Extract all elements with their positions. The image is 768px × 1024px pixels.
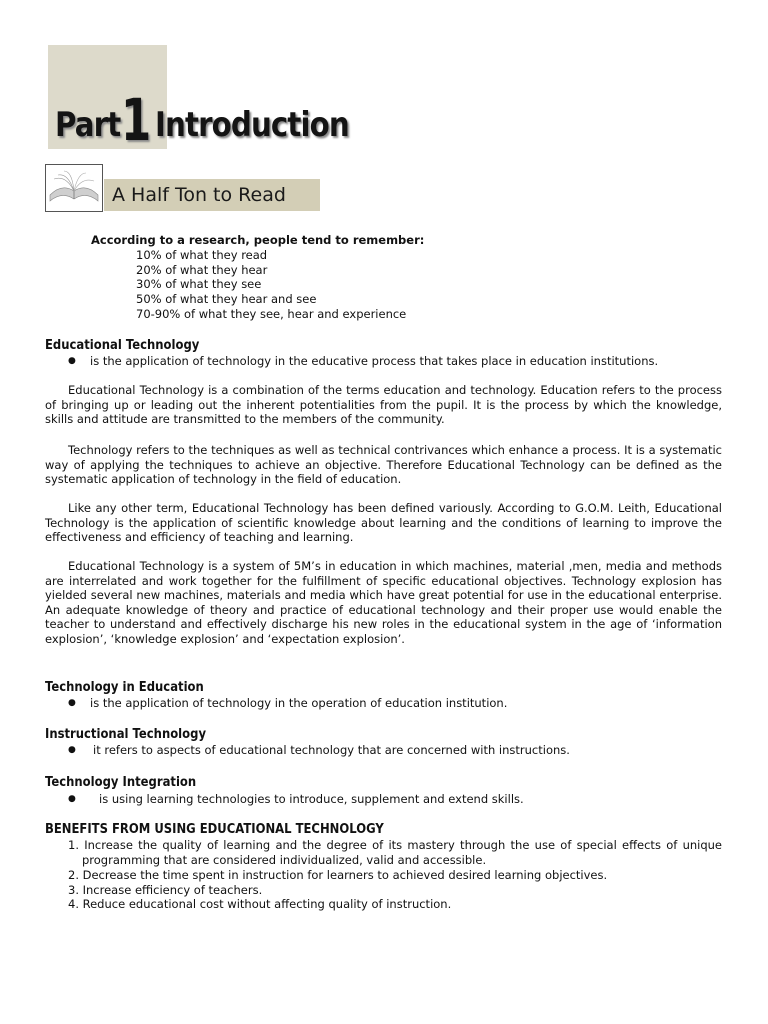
numbered-item-text: 1. Increase the quality of learning and the degree of its mastery through the use of special effects of unique programming that are considered individualized, valid and accessible.: [68, 838, 722, 867]
section-heading-technology-integration: Technology Integration: [45, 774, 197, 790]
research-item: 10% of what they read: [136, 248, 268, 262]
bullet-icon: ●: [68, 356, 76, 366]
bullet-icon: ●: [68, 745, 76, 755]
numbered-item: 2. Decrease the time spent in instruction for learners to achieved desired learning objectives.: [68, 868, 608, 882]
banner-title: A Half Ton to Read: [112, 184, 286, 206]
research-item: 70-90% of what they see, hear and experience: [136, 307, 407, 321]
numbered-item: 3. Increase efficiency of teachers.: [68, 883, 263, 897]
numbered-item: 4. Reduce educational cost without affecting quality of instruction.: [68, 897, 452, 911]
part-label: Part: [55, 105, 121, 145]
paragraph: Educational Technology is a system of 5M’s in education in which machines, material ,men, media and methods are interrelated and work together for the fulfillment of specific educational objectives. Technology explosion has yielded several new machines, materials and media which have great potential for use in the educational enterprise. An adequate knowledge of theory and practice of educational technology and their proper use would enable the teacher to understand and effectively discharge his new roles in the educational system in the age of ‘information explosion’, ‘knowledge explosion’ and ‘expectation explosion’.: [45, 559, 722, 646]
paragraph: Like any other term, Educational Technology has been defined variously. According to G.O.M. Leith, Educational Technology is the application of scientific knowledge about learning and the conditions of learning to improve the effectiveness and efficiency of teaching and learning.: [45, 501, 722, 545]
title-label: Introduction: [155, 105, 350, 145]
numbered-item: [68, 838, 722, 867]
bullet-icon: ●: [68, 794, 76, 804]
section-heading-technology-in-education: Technology in Education: [45, 679, 204, 695]
research-heading: According to a research, people tend to remember:: [91, 233, 425, 247]
section-heading-educational-technology: Educational Technology: [45, 337, 200, 353]
bullet-text: it refers to aspects of educational technology that are concerned with instructions.: [93, 743, 570, 757]
section-heading-instructional-technology: Instructional Technology: [45, 726, 207, 742]
bullet-text: is using learning technologies to introduce, supplement and extend skills.: [99, 792, 524, 806]
paragraph: Technology refers to the techniques as well as technical contrivances which enhance a process. It is a systematic way of applying the techniques to achieve an objective. Therefore Educational Technology can be defined as the systematic application of technology in the field of education.: [45, 443, 722, 487]
bullet-icon: ●: [68, 698, 76, 708]
research-item: 20% of what they hear: [136, 263, 268, 277]
bullet-text: is the application of technology in the educative process that takes place in education institutions.: [90, 354, 659, 368]
open-book-icon: [45, 164, 103, 212]
bullet-text: is the application of technology in the operation of education institution.: [90, 696, 508, 710]
page-title: [55, 82, 381, 154]
research-item: 30% of what they see: [136, 277, 262, 291]
section-heading-benefits: BENEFITS FROM USING EDUCATIONAL TECHNOLOGY: [45, 821, 384, 837]
research-item: 50% of what they hear and see: [136, 292, 317, 306]
paragraph: Educational Technology is a combination of the terms education and technology. Education refers to the process of bringing up or leading out the inherent potentialities from the pupil. It is the process by which the knowledge, skills and attitude are transmitted to the members of the community.: [45, 383, 722, 427]
part-number: 1: [120, 86, 152, 154]
